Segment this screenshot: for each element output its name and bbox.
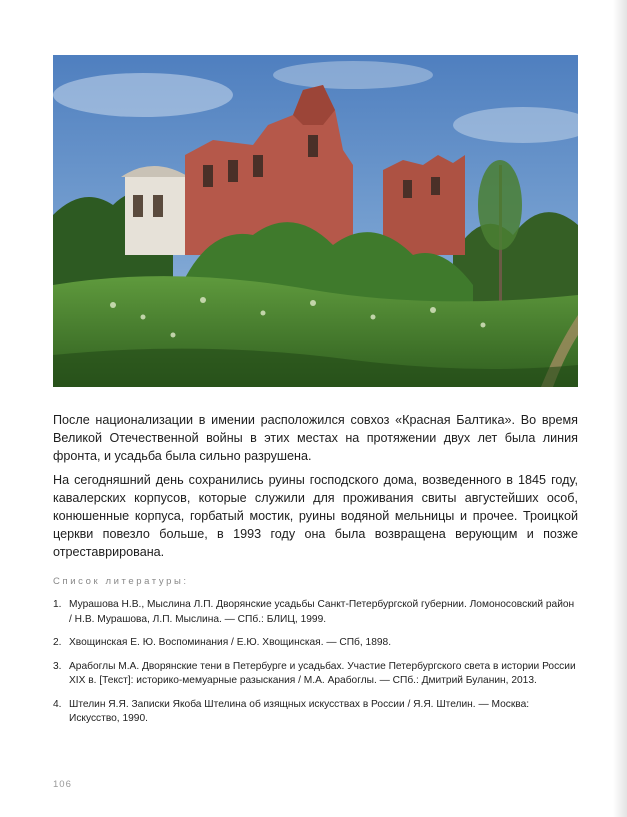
reference-text: Хвощинская Е. Ю. Воспоминания / Е.Ю. Хвощинская. — СПб, 1898. [69,637,392,648]
main-text [53,411,578,567]
reference-item [53,660,578,689]
reference-item [53,698,578,727]
reference-number: 4. [53,698,62,710]
page-edge-shadow [613,0,627,817]
reference-item [53,598,578,627]
reference-text: Арабоглы М.А. Дворянские тени в Петербурге и усадьбах. Участие Петербургского света в истории России XIX в. [Текст]: историко-мемуарные разыскания / М.А. Арабоглы. — СПб.: Дмитрий Буланин, 2013. [69,660,576,686]
paragraph: После национализации в имении расположился совхоз «Красная Балтика». Во время Великой Отечественной войны в этих местах на протяжении двух лет была линия фронта, и усадьба была сильно разрушена. [53,413,578,463]
page-number: 106 [53,779,72,790]
reference-number: 1. [53,599,62,610]
estate-ruins-photo [53,55,578,387]
paragraph: На сегодняшний день сохранились руины господского дома, возведенного в 1845 году, кавалерских корпусов, которые служили для проживания свиты августейших особ, конюшенные корпуса, горбатый мостик, руины водяной мельницы и прочее. Троицкой церкви повезло больше, в 1993 году она была возвращена верующим и позже отреставрирована. [53,473,578,559]
reference-number: 2. [53,637,62,648]
references-title: Список литературы: [53,576,189,587]
references-list [53,598,578,736]
reference-text: Мурашова Н.В., Мыслина Л.П. Дворянские усадьбы Санкт-Петербургской губернии. Ломоносовский район / Н.В. Мурашова, Л.П. Мыслина. — СПб.: БЛИЦ, 1999. [69,599,575,625]
reference-item [53,636,578,651]
reference-number: 3. [53,660,62,672]
reference-text: Штелин Я.Я. Записки Якоба Штелина об изящных искусствах в России / Я.Я. Штелин. — Москва: Искусство, 1990. [69,698,530,724]
